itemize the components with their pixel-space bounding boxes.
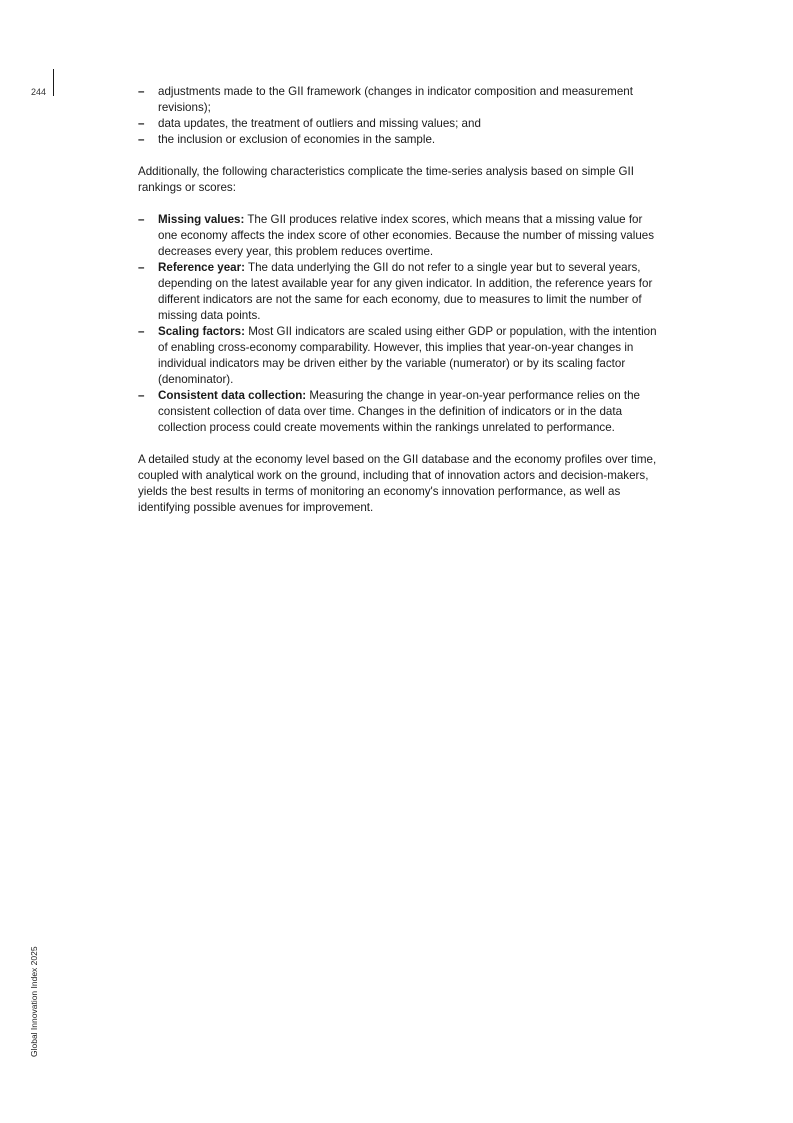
term-label: Consistent data collection: xyxy=(158,389,307,402)
list-item-missing-values xyxy=(138,212,660,260)
framework-changes-list xyxy=(138,84,660,148)
list-item: – the inclusion or exclusion of economies in the sample. xyxy=(138,132,660,148)
characteristics-list xyxy=(138,212,660,436)
term-description: Most GII indicators are scaled using either GDP or population, with the intention of enabling cross-economy comparability. However, this implies that year-on-year changes in individual indicators may be driven either by the variable (numerator) or by its scaling factor (denominator). xyxy=(158,325,657,386)
footer-publication-title: Global Innovation Index 2025 xyxy=(29,946,39,1057)
header-divider xyxy=(53,69,54,96)
term-label: Missing values: xyxy=(158,213,245,226)
term-description: The GII produces relative index scores, which means that a missing value for one economy affects the index score of other economies. Because the number of missing values decreases every year, this problem reduces overtime. xyxy=(158,213,655,258)
term-label: Scaling factors: xyxy=(158,325,245,338)
list-item-consistent-data-collection xyxy=(138,388,660,436)
intro-paragraph: Additionally, the following characteristics complicate the time-series analysis based on simple GII rankings or scores: xyxy=(138,165,634,194)
term-label: Reference year: xyxy=(158,261,246,274)
page-number: 244 xyxy=(31,87,47,97)
term-description: Measuring the change in year-on-year performance relies on the consistent collection of data over time. Changes in the definition of indicators or in the data collection process could create movements within the rankings unrelated to performance. xyxy=(158,389,640,434)
list-item: – data updates, the treatment of outliers and missing values; and xyxy=(138,116,660,132)
list-item-reference-year xyxy=(138,260,660,324)
body-text xyxy=(138,84,660,516)
list-item: – adjustments made to the GII framework (changes in indicator composition and measurement revisions); xyxy=(138,84,660,116)
term-description: The data underlying the GII do not refer to a single year but to several years, depending on the latest available year for any given indicator. In addition, the reference years for different indicators are not the same for each economy, due to measures to limit the number of missing data points. xyxy=(158,261,653,322)
list-item-scaling-factors xyxy=(138,324,660,388)
conclusion-paragraph: A detailed study at the economy level based on the GII database and the economy profiles over time, coupled with analytical work on the ground, including that of innovation actors and decision-makers, yields the best results in terms of monitoring an economy's innovation performance, as well as identifying possible avenues for improvement. xyxy=(138,453,657,514)
